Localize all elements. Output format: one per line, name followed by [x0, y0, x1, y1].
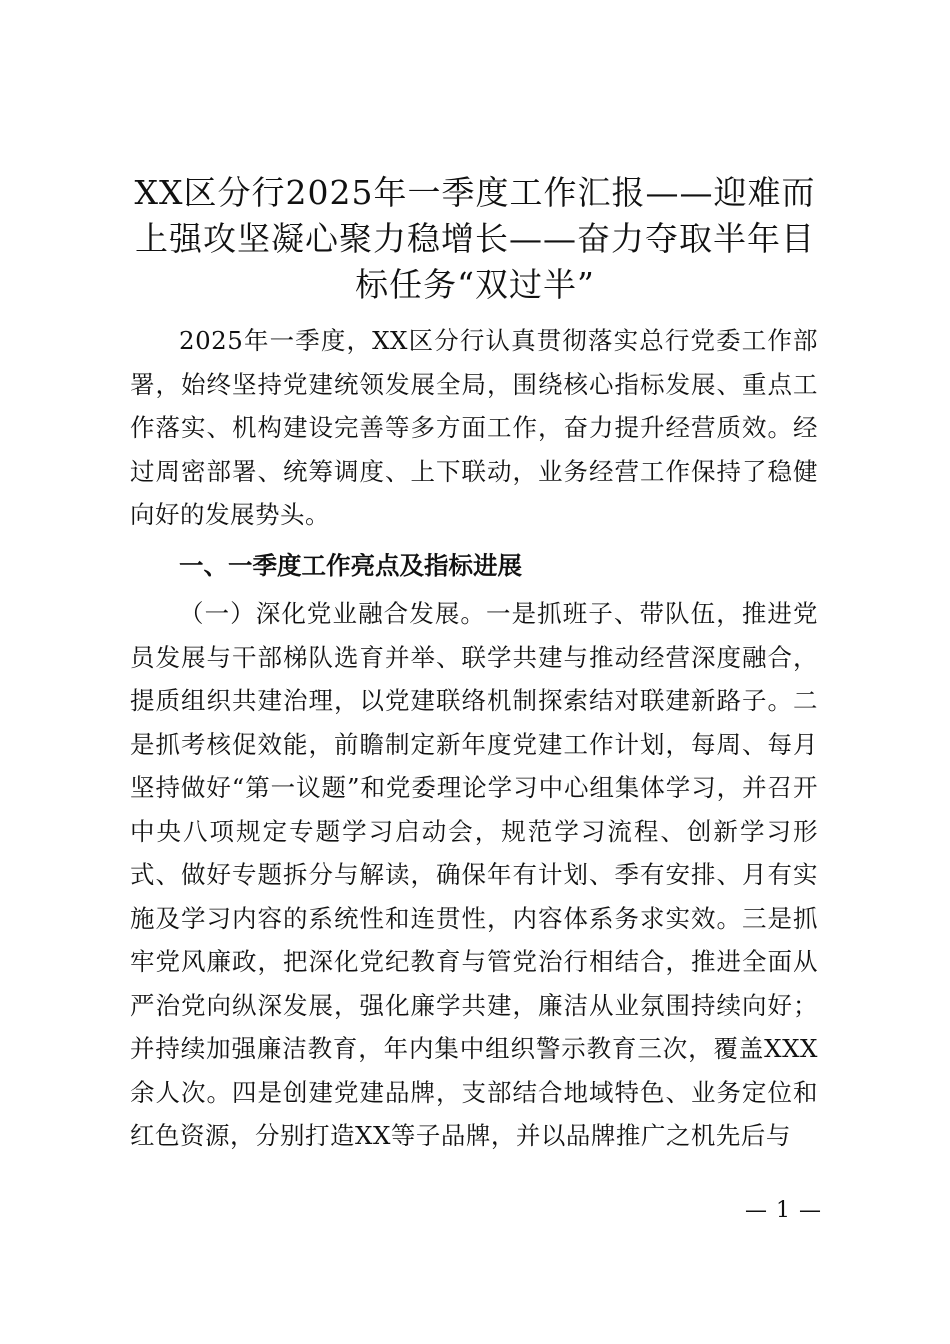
subsection-paragraph — [130, 592, 818, 1158]
subsection-lead: （一）深化党业融合发展。 — [179, 599, 486, 628]
subsection-body: 一是抓班子、带队伍，推进党员发展与干部梯队选育并举、联学共建与推动经营深度融合，提质组织共建治理，以党建联络机制探索结对联建新路子。二是抓考核促效能，前瞻制定新年度党建工作计划，每周、每月坚持做好“第一议题”和党委理论学习中心组集体学习，并召开中央八项规定专题学习启动会，规范学习流程、创新学习形式、做好专题拆分与解读，确保年有计划、季有安排、月有实施及学习内容的系统性和连贯性，内容体系务求实效。三是抓牢党风廉政，把深化党纪教育与管党治行相结合，推进全面从严治党向纵深发展，强化廉学共建，廉洁从业氛围持续向好；并持续加强廉洁教育，年内集中组织警示教育三次，覆盖XXX余人次。四是创建党建品牌，支部结合地域特色、业务定位和红色资源，分别打造XX等子品牌，并以品牌推广之机先后与 — [130, 599, 818, 1150]
intro-paragraph: 2025年一季度，XX区分行认真贯彻落实总行党委工作部署，始终坚持党建统领发展全局，围绕核心指标发展、重点工作落实、机构建设完善等多方面工作，奋力提升经营质效。经过周密部署、统筹调度、上下联动，业务经营工作保持了稳健向好的发展势头。 — [130, 326, 818, 529]
document-title: XX区分行2025年一季度工作汇报——迎难而上强攻坚凝心聚力稳增长——奋力夺取半年目标任务“双过半” — [134, 173, 816, 304]
section-heading: 一、一季度工作亮点及指标进展 — [179, 551, 522, 580]
page-number: — 1 — — [745, 1198, 822, 1223]
